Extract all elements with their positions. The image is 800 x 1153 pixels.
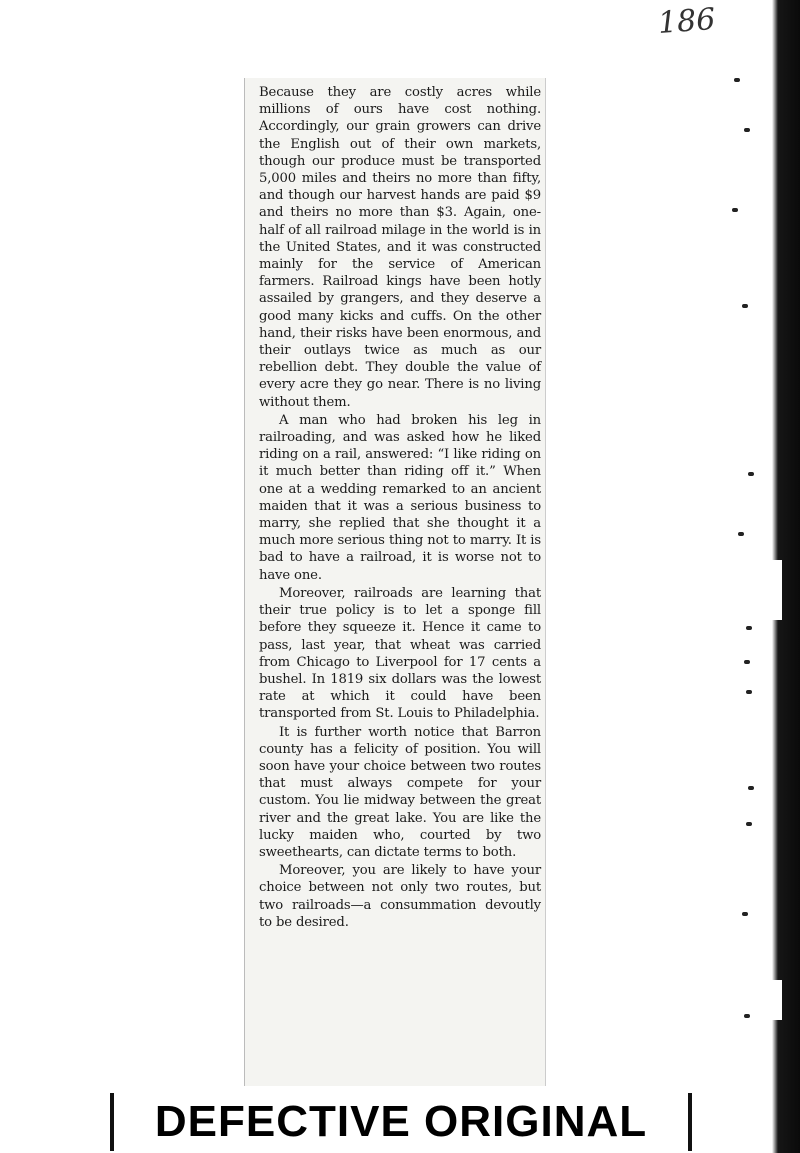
defective-original-stamp — [110, 1093, 692, 1151]
margin-mark — [738, 532, 744, 536]
margin-mark — [744, 1014, 750, 1018]
article-paragraph: A man who had broken his leg in railroading, and was asked how he liked riding on a rail, answered: “I like riding on it much better than riding off it.” When one at a wedding remarked to an ancient maiden that it was a serious business to marry, she replied that she thought it a much more serious thing not to marry. It is bad to have a railroad, it is worse not to have one. — [259, 412, 541, 583]
article-paragraph: Because they are costly acres while millions of ours have cost nothing. Accordingly, our grain growers can drive the English out of their own markets, though our produce must be transported 5,000 miles and theirs no more than fifty, and though our harvest hands are paid $9 and theirs no more than $3. Again, one-half of all railroad milage in the world is in the United States, and it was constructed mainly for the service of American farmers. Railroad kings have been hotly assailed by grangers, and they deserve a good many kicks and cuffs. On the other hand, their risks have been enormous, and their outlays twice as much as our rebellion debt. They double the value of every acre they go near. There is no living without them. — [259, 85, 541, 410]
margin-mark — [746, 822, 752, 826]
margin-mark — [744, 128, 750, 132]
margin-mark — [744, 660, 750, 664]
page-edge-gap — [768, 560, 782, 620]
page-number: 186 — [656, 2, 717, 41]
article-paragraph: Moreover, railroads are learning that their true policy is to let a sponge fill before they squeeze it. Hence it came to pass, last year, that wheat was carried from Chicago to Liverpool for 17 cents a bushel. In 1819 six dollars was the lowest rate at which it could have been transported from St. Louis to Philadelphia. — [259, 585, 541, 722]
stamp-label: DEFECTIVE ORIGINAL — [154, 1097, 648, 1146]
margin-mark — [742, 912, 748, 916]
article-paragraph: It is further worth notice that Barron county has a felicity of position. You will soon have your choice between two routes that must always compete for your custom. You lie midway between the great river and the great lake. You are like the lucky maiden who, courted by two sweethearts, can dictate terms to both. — [259, 724, 541, 860]
margin-mark — [734, 78, 740, 82]
margin-mark — [748, 786, 754, 790]
margin-mark — [748, 472, 754, 476]
margin-mark — [746, 626, 752, 630]
margin-mark — [742, 304, 748, 308]
margin-mark — [732, 208, 738, 212]
newspaper-clipping — [244, 78, 546, 1086]
page-edge-gap — [768, 980, 782, 1020]
article-paragraph: Moreover, you are likely to have your choice between not only two routes, but two railroads—a consummation devoutly to be desired. — [259, 863, 541, 930]
margin-mark — [746, 690, 752, 694]
